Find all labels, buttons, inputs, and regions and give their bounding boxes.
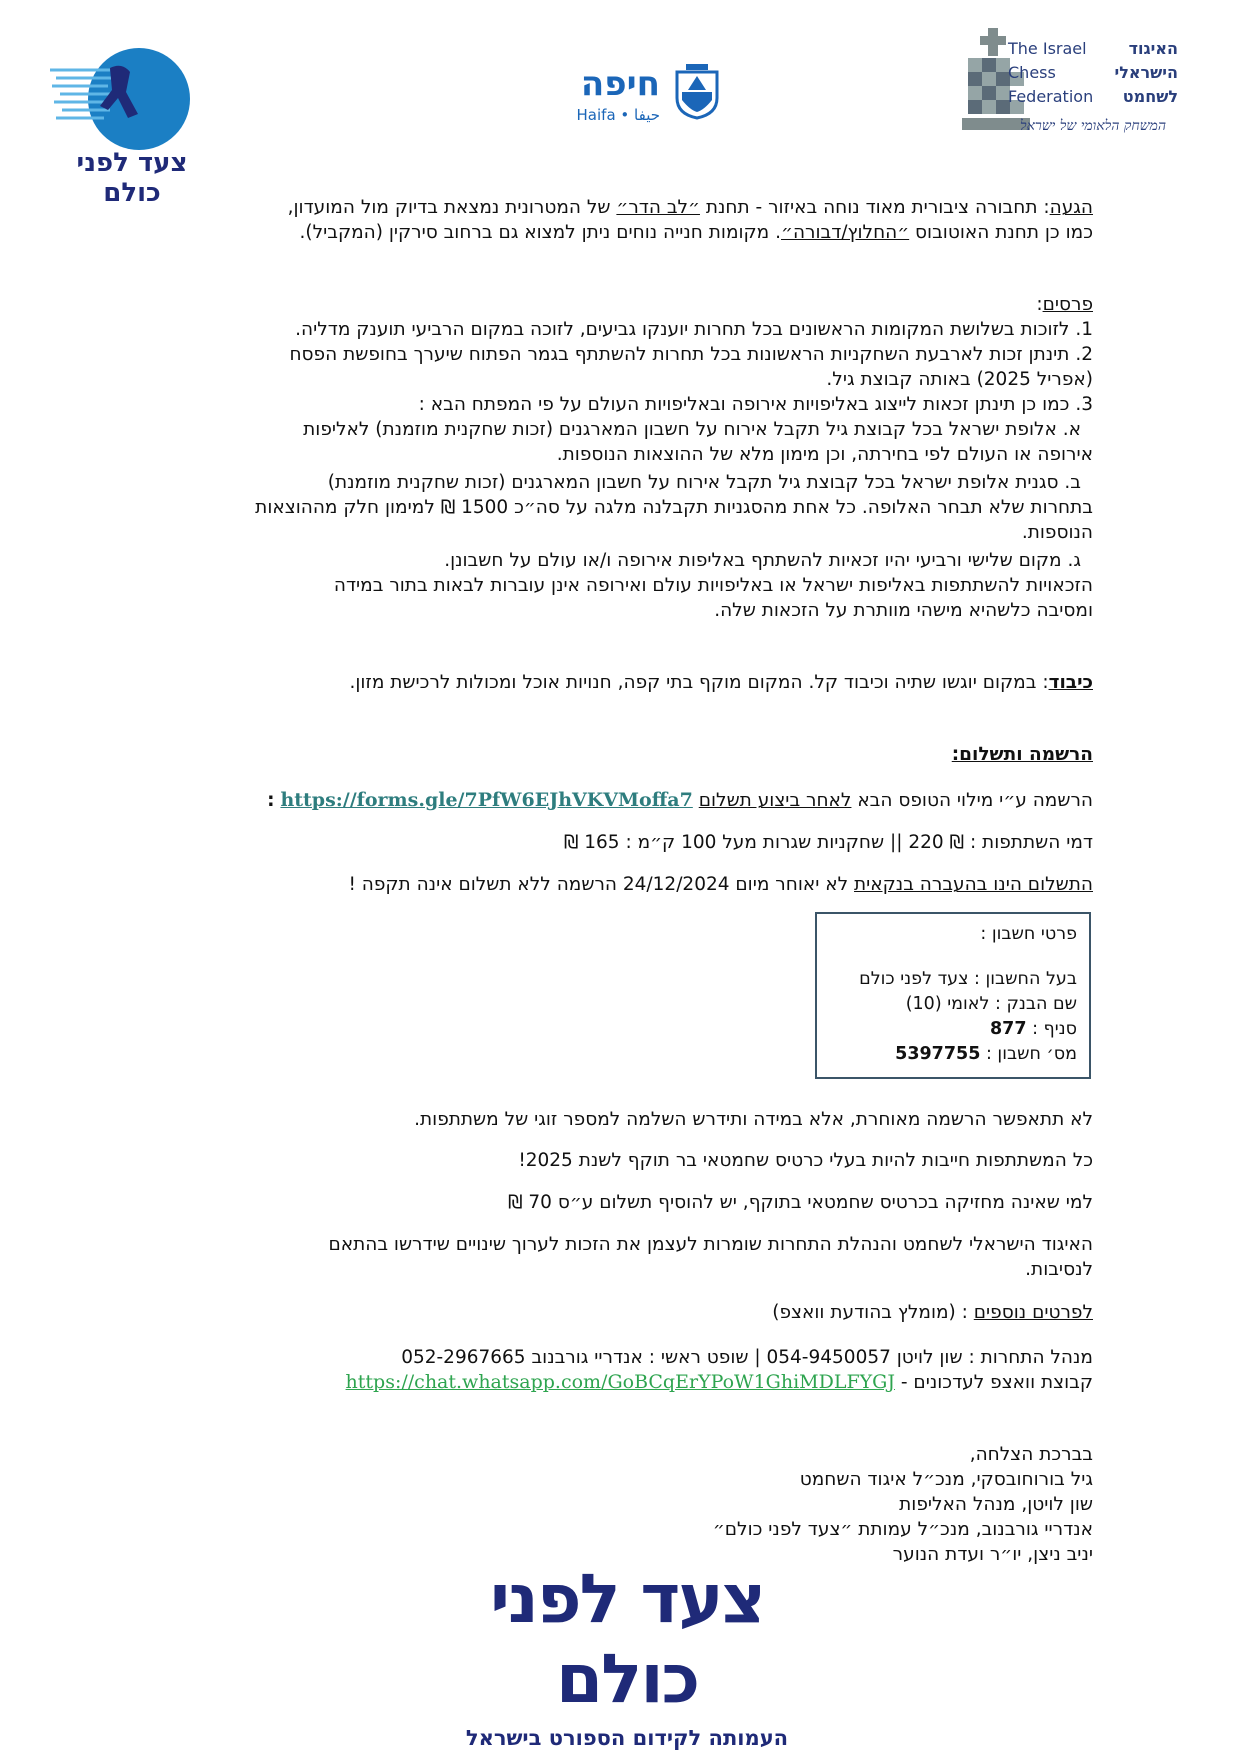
account-branch-number: 877 — [989, 1019, 1027, 1039]
account-number: 5397755 — [895, 1044, 981, 1064]
arrival-text-b: של המטרונית נמצאת בדיוק מול המועדון, — [287, 197, 617, 218]
account-number-label: מס׳ חשבון : — [980, 1044, 1077, 1064]
prize-b-line-3: הנוספות. — [1021, 522, 1093, 543]
chess-logo-he-1: האיגוד — [1128, 38, 1178, 58]
arrival-station-1: ״לב הדר״ — [616, 197, 700, 218]
details-title-rest: : (מומלץ בהודעת וואצפ) — [772, 1302, 974, 1323]
details-whatsapp-label: קבוצת וואצפ לעדכונים - — [894, 1372, 1093, 1393]
footer-logo-subtitle: העמותה לקידום הספורט בישראל — [465, 1726, 789, 1750]
registration-form-link[interactable]: https://forms.gle/7PfW6EJhVKVMoffa7 — [280, 789, 693, 811]
signature-line-1: גיל בורוחובסקי, מנכ״ל איגוד השחמט — [799, 1469, 1093, 1490]
runner-logo-text: צעד לפני כולם — [76, 148, 188, 208]
arrival-line-1 — [148, 195, 1093, 220]
details-whatsapp-line — [148, 1370, 1093, 1395]
account-details-content — [859, 922, 1077, 1067]
account-branch-label: סניף : — [1026, 1019, 1077, 1039]
account-details-box — [815, 912, 1091, 1079]
registration-form-text: הרשמה ע״י מילוי הטופס הבא — [851, 790, 1093, 811]
details-contacts: מנהל התחרות : שון לויטן 054-9450057 | שופט ראשי : אנדריי גורבנוב 052-2967665 — [401, 1347, 1093, 1368]
note-chess-card: כל המשתתפות חייבות להיות בעלי כרטיס שחמטאי בר תוקף לשנת 2025! — [518, 1150, 1093, 1171]
account-branch-line — [859, 1017, 1077, 1042]
registration-after-payment: לאחר ביצוע תשלום — [698, 790, 852, 811]
note-changes-line-2: לנסיבות. — [1025, 1259, 1093, 1280]
signature-line-4: יניב ניצן, יו״ר ועדת הנוער — [892, 1544, 1093, 1565]
registration-payment-method: התשלום הינו בהעברה בנקאית — [854, 874, 1093, 895]
note-late-registration: לא תתאפשר הרשמה מאוחרת, אלא במידה ותידרש השלמה למספר זוגי של משתתפות. — [414, 1109, 1093, 1130]
arrival-line-2 — [148, 220, 1093, 245]
signature-line-2: שון לויטן, מנהל האליפות — [899, 1494, 1093, 1515]
details-title-line — [148, 1300, 1093, 1325]
arrival-text-d: . מקומות חנייה נוחים ניתן למצוא גם ברחוב סירקין (המקביל). — [299, 222, 782, 243]
prizes-title-colon: : — [1036, 294, 1043, 315]
hospitality-label: כיבוד — [1048, 672, 1093, 693]
prize-b-line-2: בתחרות שלא תבחר האלופה. כל אחת מהסגניות תקבלנה מלגה על סה״כ 1500 ₪ למימון חלק מההוצאות — [255, 497, 1093, 518]
prize-1: 1. לזוכות בשלושת המקומות הראשונים בכל תחרות יוענקו גביעים, לזוכה במקום הרביעי תוענק מדליה. — [295, 319, 1093, 340]
arrival-text-a: : תחבורה ציבורית מאוד נוחה באיזור - תחנת — [699, 197, 1050, 218]
registration-payment-deadline: לא יאוחר מיום 24/12/2024 הרשמה ללא תשלום אינה תקפה ! — [348, 874, 855, 895]
account-details-title: פרטי חשבון : — [980, 924, 1077, 944]
registration-form-colon: : — [267, 790, 275, 811]
prize-b-line-1: ב. סגנית אלופת ישראל בכל קבוצת גיל תקבל אירוח על חשבון המארגנים (זכות שחקנית מוזמנת) — [327, 472, 1081, 493]
chess-logo-en-1: The Israel — [1008, 38, 1087, 58]
hospitality-line — [148, 670, 1093, 695]
account-number-line — [859, 1042, 1077, 1067]
tzaad-runner-logo — [50, 40, 200, 208]
haifa-logo-english: Haifa • حيفا — [576, 106, 660, 124]
chess-federation-logo — [948, 28, 1204, 148]
haifa-crest-icon — [674, 62, 720, 120]
prizes-title-text: פרסים — [1042, 294, 1093, 315]
prize-a-line-1: א. אלופת ישראל בכל קבוצת גיל תקבל אירוח על חשבון המארגנים (זכות שחקנית מוזמנת) לאליפות — [303, 419, 1081, 440]
prize-d-line-2: ומסיבה כלשהיא מישהי מוותרת על הזכאות שלה. — [714, 600, 1093, 621]
chess-logo-he-3: לשחמט — [1122, 86, 1178, 106]
chess-logo-text — [1008, 36, 1178, 108]
signature-line-3: אנדריי גורבנוב, מנכ״ל עמותת ״צעד לפני כולם״ — [712, 1519, 1093, 1540]
prize-d-line-1: הזכאויות להשתתפות באליפות ישראל או באליפויות עולם ואירופה אינן עוברות לבאות בתור במידה — [333, 575, 1093, 596]
arrival-text-c: כמו כן תחנת האוטובוס — [909, 222, 1093, 243]
chess-logo-en-2: Chess — [1008, 62, 1056, 82]
footer-tzaad-logo — [462, 1560, 792, 1750]
registration-title: הרשמה ותשלום: — [951, 744, 1093, 765]
hospitality-text: : במקום יוגשו שתיה וכיבוד קל. המקום מוקף בתי קפה, חנויות אוכל ומכולות לרכישת מזון. — [349, 672, 1049, 693]
prize-c: ג. מקום שלישי ורביעי יהיו זכאיות להשתתף באליפות אירופה ו/או עולם על חשבונן. — [444, 550, 1081, 571]
note-changes-line-1: האיגוד הישראלי לשחמט והנהלת התחרות שומרות לעצמן את הזכות לערוך שינויים שידרשו בהתאם — [328, 1234, 1093, 1255]
registration-fee: דמי השתתפות : ₪ 220 || שחקניות שגרות מעל 100 ק״מ : 165 ₪ — [563, 832, 1093, 853]
signature-greeting: בברכת הצלחה, — [969, 1444, 1093, 1465]
prize-2-line-2: (אפריל 2025) באותה קבוצת גיל. — [826, 369, 1093, 390]
chess-logo-he-2: הישראלי — [1114, 62, 1178, 82]
chess-logo-tagline: המשחק הלאומי של ישראל — [1019, 118, 1167, 134]
account-bank: שם הבנק : לאומי (10) — [905, 994, 1077, 1014]
arrival-label: הגעה — [1049, 197, 1093, 218]
details-title: לפרטים נוספים — [973, 1302, 1093, 1323]
registration-form-line — [148, 788, 1093, 813]
runner-icon — [50, 62, 140, 132]
prize-2-line-1: 2. תינתן זכות לארבעת השחקניות הראשונות בכל תחרות להשתתף בגמר הפתוח שיערך בחופשת הפסח — [289, 344, 1093, 365]
account-owner: בעל החשבון : צעד לפני כולם — [859, 969, 1077, 989]
prize-3: 3. כמו כן תינתן זכאות לייצוג באליפויות אירופה ובאליפויות העולם על פי המפתח הבא : — [418, 394, 1093, 415]
arrival-station-2: ״החלוץ/דבורה״ — [781, 222, 910, 243]
haifa-logo — [540, 58, 720, 138]
note-card-fee: למי שאינה מחזיקה בכרטיס שחמטאי בתוקף, יש להוסיף תשלום ע״ס 70 ₪ — [508, 1192, 1093, 1213]
chess-logo-en-3: Federation — [1008, 86, 1094, 106]
prize-a-line-2: אירופה או העולם לפי בחירתה, וכן מימון מלא של ההוצאות הנוספות. — [556, 444, 1093, 465]
registration-payment-line — [148, 872, 1093, 897]
whatsapp-group-link[interactable]: https://chat.whatsapp.com/GoBCqErYPoW1GhiMDLFYGJ — [345, 1371, 895, 1393]
prizes-title — [148, 292, 1093, 317]
haifa-logo-hebrew: חיפה — [580, 64, 660, 104]
footer-logo-title: צעד לפני כולם — [489, 1560, 765, 1719]
